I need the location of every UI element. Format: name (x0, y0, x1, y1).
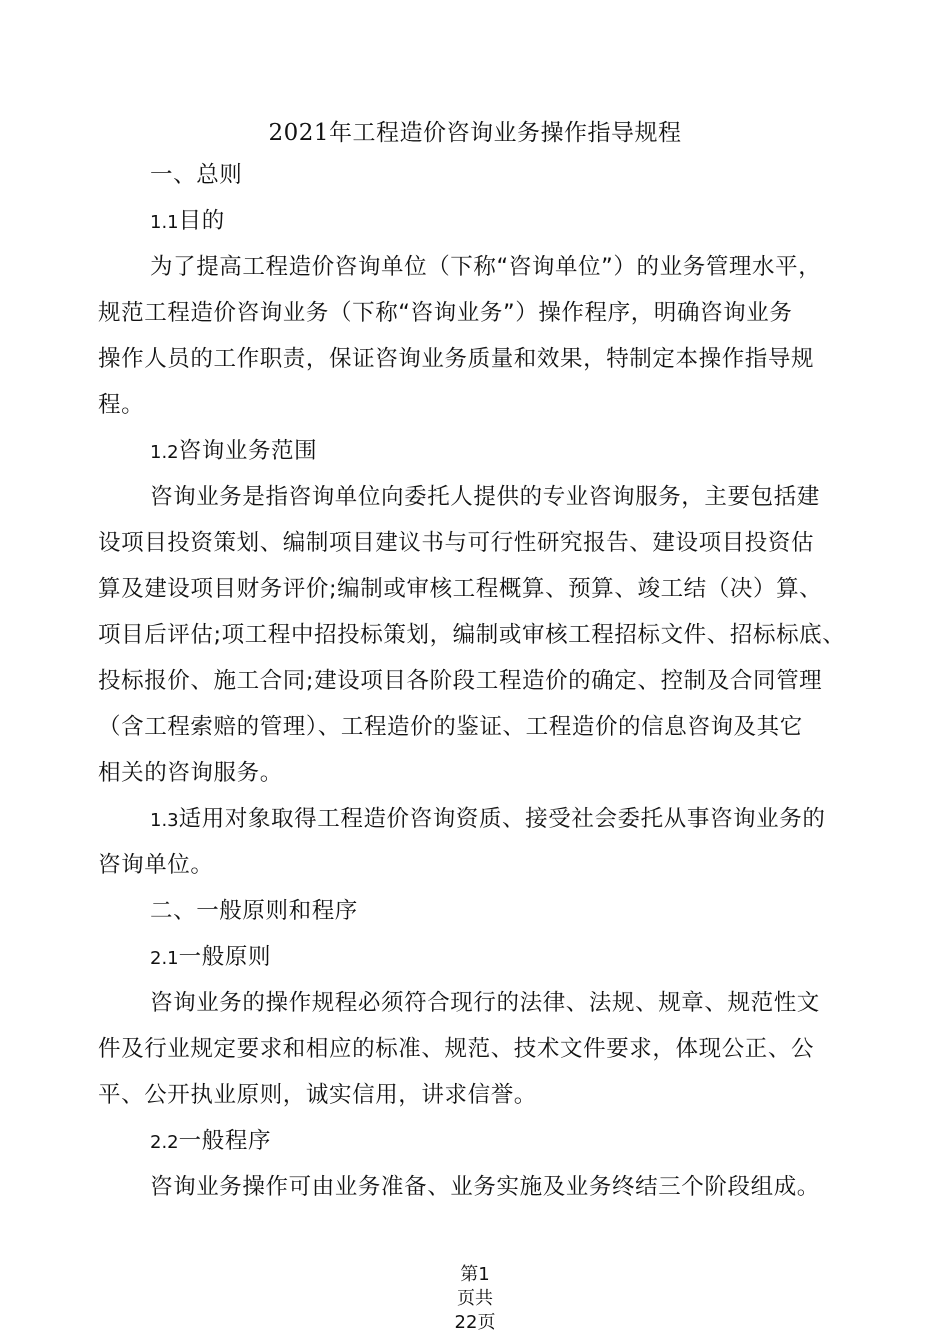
paragraph-line: 为了提高工程造价咨询单位（下称“咨询单位”）的业务管理水平， (150, 254, 822, 280)
subsection-2-1 (150, 942, 271, 974)
subsection-label: 咨询业务范围 (178, 438, 318, 464)
paragraph-line: 规范工程造价咨询业务（下称“咨询业务”）操作程序，明确咨询业务 (98, 300, 793, 326)
paragraph-line: 程。 (98, 392, 145, 418)
paragraph-line: 操作人员的工作职责，保证咨询业务质量和效果，特制定本操作指导规 (98, 346, 815, 372)
subsection-text: 适用对象取得工程造价咨询资质、接受社会委托从事咨询业务的 (178, 806, 826, 832)
paragraph-line: 咨询业务是指咨询单位向委托人提供的专业咨询服务，主要包括建 (150, 484, 820, 510)
paragraph-line: 咨询业务的操作规程必须符合现行的法律、法规、规章、规范性文 (150, 990, 820, 1016)
subsection-number: 2.2 (150, 1132, 179, 1153)
subsection-number: 2.1 (150, 948, 179, 969)
paragraph-line: 咨询业务操作可由业务准备、业务实施及业务终结三个阶段组成。 (150, 1174, 820, 1200)
section-2-heading: 二、一般原则和程序 (150, 898, 358, 924)
paragraph-line: 件及行业规定要求和相应的标准、规范、技术文件要求，体现公正、公 (98, 1036, 815, 1062)
subsection-2-2 (150, 1126, 271, 1158)
subsection-label: 一般程序 (178, 1128, 272, 1154)
paragraph-line: 投标报价、施工合同;建设项目各阶段工程造价的确定、控制及合同管理 (98, 668, 823, 694)
subsection-1-3 (150, 804, 825, 836)
paragraph-line: 咨询单位。 (98, 852, 214, 878)
subsection-number: 1.2 (150, 442, 179, 463)
paragraph-line: 设项目投资策划、编制项目建议书与可行性研究报告、建设项目投资估 (98, 530, 815, 556)
subsection-number: 1.3 (150, 810, 179, 831)
page-number-line-1: 第1 (460, 1264, 490, 1285)
paragraph-line: 项目后评估;项工程中招投标策划，编制或审核工程招标文件、招标标底、 (98, 622, 846, 648)
paragraph-line: 相关的咨询服务。 (98, 760, 283, 786)
subsection-1-1 (150, 206, 225, 238)
section-1-heading: 一、总则 (150, 162, 243, 188)
paragraph-line: 算及建设项目财务评价;编制或审核工程概算、预算、竣工结（决）算、 (98, 576, 823, 602)
subsection-label: 一般原则 (178, 944, 272, 970)
subsection-1-2 (150, 436, 317, 468)
page-number-line-3: 22页 (454, 1312, 496, 1333)
paragraph-line: （含工程索赔的管理）、工程造价的鉴证、工程造价的信息咨询及其它 (98, 714, 803, 740)
subsection-number: 1.1 (150, 212, 179, 233)
subsection-label: 目的 (178, 208, 225, 234)
page-number-line-2: 页共 (457, 1288, 493, 1309)
paragraph-line: 平、公开执业原则，诚实信用，讲求信誉。 (98, 1082, 537, 1108)
document-title: 2021年工程造价咨询业务操作指导规程 (268, 120, 682, 146)
